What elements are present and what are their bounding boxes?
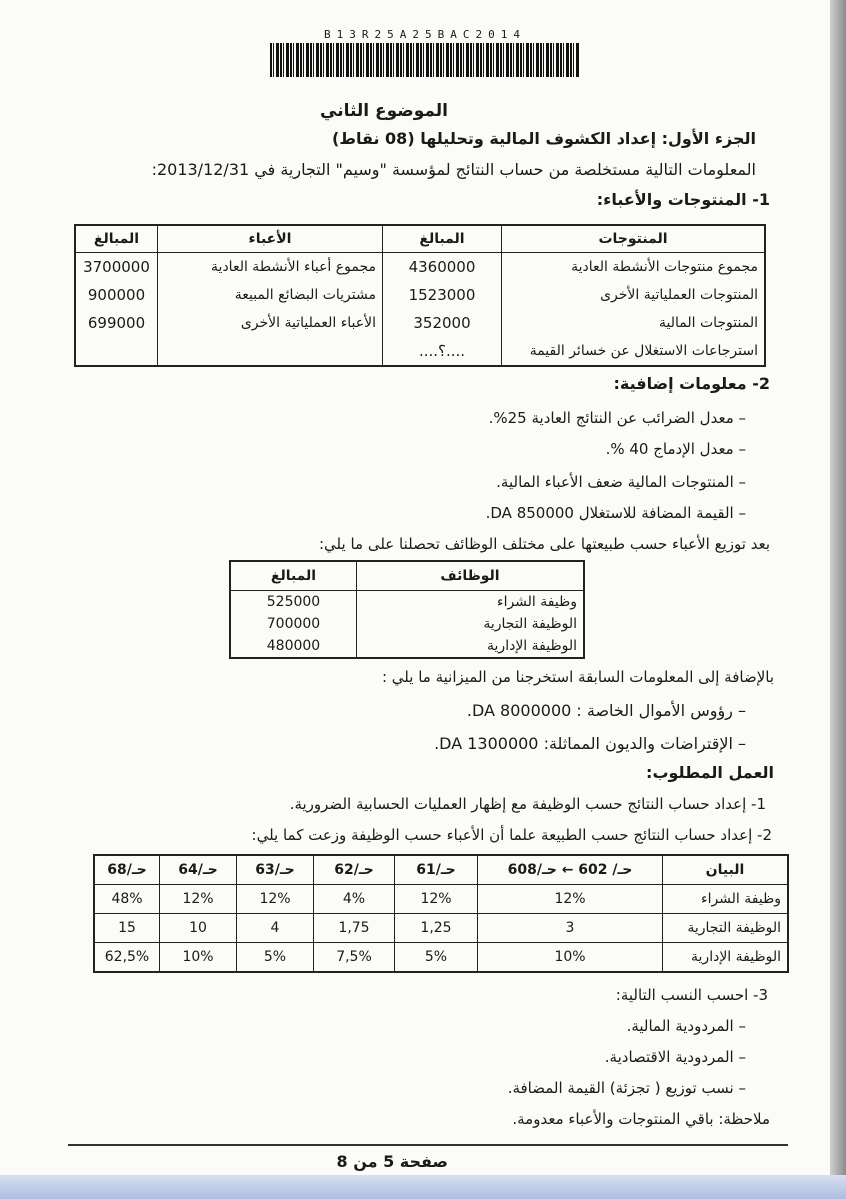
section2-heading: 2- معلومات إضافية: xyxy=(613,374,770,393)
table-cell: الوظيفة الإدارية xyxy=(663,943,789,973)
barcode xyxy=(270,28,580,77)
balance-item: – رؤوس الأموال الخاصة : DA 8000000. xyxy=(466,701,746,720)
table-row xyxy=(94,943,788,973)
table-cell: وظيفة الشراء xyxy=(357,591,585,614)
work-heading: العمل المطلوب: xyxy=(646,763,774,782)
table-cell: 900000 xyxy=(75,281,158,309)
ratio-item: – نسب توزيع ( تجزئة) القيمة المضافة. xyxy=(507,1079,746,1097)
table-header-row xyxy=(75,225,765,253)
table-cell: 5% xyxy=(395,943,478,973)
header-account: حـ/64 xyxy=(160,855,237,885)
table-cell: مشتريات البضائع المبيعة xyxy=(158,281,383,309)
table-row xyxy=(230,635,584,658)
table-row xyxy=(230,613,584,635)
header-amount: المبالغ xyxy=(383,225,502,253)
table-row xyxy=(94,914,788,943)
table-cell: 10% xyxy=(478,943,663,973)
ratio-item: – المردودية المالية. xyxy=(626,1017,746,1035)
table-cell: المنتوجات المالية xyxy=(502,309,766,337)
table-cell: 1,75 xyxy=(314,914,395,943)
table-cell: 10% xyxy=(160,943,237,973)
intro-text: المعلومات التالية مستخلصة من حساب النتائج لمؤسسة "وسيم" التجارية في 2013/12/31: xyxy=(151,160,756,179)
balance-item: – الإقتراضات والديون المماثلة: DA 1300000. xyxy=(434,734,746,753)
task-item: 2- إعداد حساب النتائج حسب الطبيعة علما أن الأعباء حسب الوظيفة وزعت كما يلي: xyxy=(251,826,772,844)
header-account: حـ/63 xyxy=(237,855,314,885)
barcode-code: B13R25A25BAC2014 xyxy=(324,28,526,41)
table-cell: 4% xyxy=(314,885,395,914)
header-functions: الوظائف xyxy=(357,561,585,591)
table-cell: 48% xyxy=(94,885,160,914)
table-cell: الوظيفة التجارية xyxy=(357,613,585,635)
task-item: 1- إعداد حساب النتائج حسب الوظيفة مع إظهار العمليات الحسابية الضرورية. xyxy=(289,795,766,813)
table-cell: 12% xyxy=(160,885,237,914)
table-cell: ....؟.... xyxy=(383,337,502,366)
table-row xyxy=(230,591,584,614)
part1-heading: الجزء الأول: إعداد الكشوف المالية وتحليلها (08 نقاط) xyxy=(332,129,756,148)
table-header-row xyxy=(230,561,584,591)
table-row xyxy=(75,281,765,309)
distribution-intro: بعد توزيع الأعباء حسب طبيعتها على مختلف الوظائف تحصلنا على ما يلي: xyxy=(318,535,770,553)
table-cell: 5% xyxy=(237,943,314,973)
table-cell: مجموع منتوجات الأنشطة العادية xyxy=(502,253,766,282)
products-charges-table xyxy=(74,224,766,367)
header-amount: المبالغ xyxy=(230,561,357,591)
table-cell: 12% xyxy=(395,885,478,914)
table-cell: 12% xyxy=(237,885,314,914)
table-cell: الأعباء العملياتية الأخرى xyxy=(158,309,383,337)
extra-info-item: – القيمة المضافة للاستغلال DA 850000. xyxy=(485,504,746,522)
table-cell: 352000 xyxy=(383,309,502,337)
table-cell: 4 xyxy=(237,914,314,943)
header-account: حـ/61 xyxy=(395,855,478,885)
table-cell: 10 xyxy=(160,914,237,943)
task3-heading: 3- احسب النسب التالية: xyxy=(615,986,768,1004)
header-account: حـ/ 602 ← حـ/608 xyxy=(478,855,663,885)
table-cell: 1,25 xyxy=(395,914,478,943)
table-cell: مجموع أعباء الأنشطة العادية xyxy=(158,253,383,282)
header-account: حـ/62 xyxy=(314,855,395,885)
table-cell: 3700000 xyxy=(75,253,158,282)
table-cell: 7,5% xyxy=(314,943,395,973)
table-row xyxy=(75,309,765,337)
table-cell: 525000 xyxy=(230,591,357,614)
table-cell: وظيفة الشراء xyxy=(663,885,789,914)
header-amount: المبالغ xyxy=(75,225,158,253)
header-products: المنتوجات xyxy=(502,225,766,253)
balance-intro: بالإضافة إلى المعلومات السابقة استخرجنا من الميزانية ما يلي : xyxy=(381,668,774,686)
ratio-item: – المردودية الاقتصادية. xyxy=(604,1048,746,1066)
scan-bottom-strip xyxy=(0,1175,846,1199)
table-cell xyxy=(158,337,383,366)
table-cell: الوظيفة الإدارية xyxy=(357,635,585,658)
table-cell: 700000 xyxy=(230,613,357,635)
extra-info-item: – المنتوجات المالية ضعف الأعباء المالية. xyxy=(496,473,746,491)
table-cell: 699000 xyxy=(75,309,158,337)
page-number: صفحة 5 من 8 xyxy=(336,1152,448,1171)
table-cell: المنتوجات العملياتية الأخرى xyxy=(502,281,766,309)
table-cell: الوظيفة التجارية xyxy=(663,914,789,943)
table-cell: 3 xyxy=(478,914,663,943)
header-charges: الأعباء xyxy=(158,225,383,253)
table-row xyxy=(94,885,788,914)
table-cell xyxy=(75,337,158,366)
barcode-bars xyxy=(270,43,580,77)
table-row xyxy=(75,337,765,366)
extra-info-item: – معدل الإدماج 40 %. xyxy=(605,440,746,458)
table-cell: 4360000 xyxy=(383,253,502,282)
functions-table xyxy=(229,560,585,659)
table-cell: 1523000 xyxy=(383,281,502,309)
table-row xyxy=(75,253,765,282)
header-account: حـ/68 xyxy=(94,855,160,885)
table-cell: 12% xyxy=(478,885,663,914)
table-header-row xyxy=(94,855,788,885)
table-cell: 62,5% xyxy=(94,943,160,973)
section1-heading: 1- المنتوجات والأعباء: xyxy=(596,190,770,209)
header-statement: البيان xyxy=(663,855,789,885)
extra-info-item: – معدل الضرائب عن النتائج العادية 25%. xyxy=(488,409,746,427)
page-title: الموضوع الثاني xyxy=(320,101,448,121)
note-text: ملاحظة: باقي المنتوجات والأعباء معدومة. xyxy=(512,1110,770,1128)
table-cell: 480000 xyxy=(230,635,357,658)
table-cell: استرجاعات الاستغلال عن خسائر القيمة xyxy=(502,337,766,366)
page-edge-shadow xyxy=(830,0,846,1199)
footer-divider xyxy=(68,1144,788,1146)
charges-distribution-table xyxy=(93,854,789,973)
table-cell: 15 xyxy=(94,914,160,943)
